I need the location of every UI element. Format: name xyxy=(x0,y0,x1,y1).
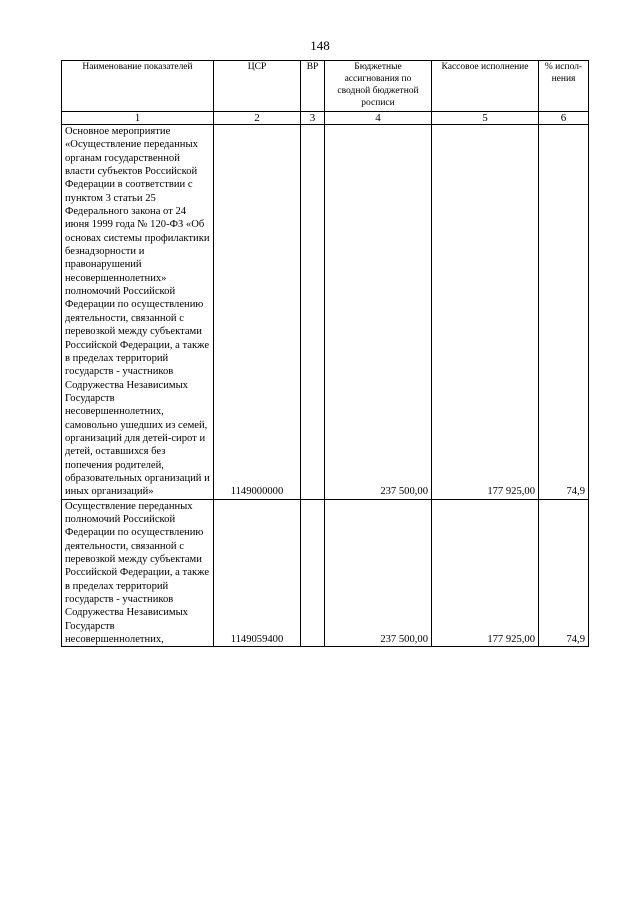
vr-code xyxy=(301,499,325,647)
cash-amount: 177 925,00 xyxy=(432,499,539,647)
vr-code xyxy=(301,125,325,500)
header-pct: % испол-нения xyxy=(539,61,589,112)
table-header-row xyxy=(62,61,589,112)
column-number: 3 xyxy=(301,112,325,125)
column-number: 5 xyxy=(432,112,539,125)
header-name: Наименование показателей xyxy=(62,61,214,112)
column-number-row xyxy=(62,112,589,125)
indicator-name: Основное мероприятие «Осуществление переданных органам государственной власти субъектов Российской Федерации в соответствии с пунктом 3 статьи 25 Федерального закона от 24 июня 1999 года № 120-ФЗ «Об основах системы профилактики безнадзорности и правонарушений несовершеннолетних» полномочий Российской Федерации по осуществлению деятельности, связанной с перевозкой между субъектами Российской Федерации, а также в пределах территорий государств - участников Содружества Независимых Государств несовершеннолетних, самовольно ушедших из семей, организаций для детей-сирот и детей, оставшихся без попечения родителей, образовательных организаций и иных организаций» xyxy=(62,125,214,500)
header-csr: ЦСР xyxy=(214,61,301,112)
column-number: 1 xyxy=(62,112,214,125)
execution-percent: 74,9 xyxy=(539,125,589,500)
header-assigned: Бюджетные ассигнования по сводной бюджетной росписи xyxy=(325,61,432,112)
assigned-amount: 237 500,00 xyxy=(325,125,432,500)
csr-code: 1149000000 xyxy=(214,125,301,500)
assigned-amount: 237 500,00 xyxy=(325,499,432,647)
table-row xyxy=(62,499,589,647)
header-cash: Кассовое исполнение xyxy=(432,61,539,112)
execution-percent: 74,9 xyxy=(539,499,589,647)
column-number: 6 xyxy=(539,112,589,125)
column-number: 2 xyxy=(214,112,301,125)
table-row xyxy=(62,125,589,500)
indicator-name: Осуществление переданных полномочий Российской Федерации по осуществлению деятельности, связанной с перевозкой между субъектами Российской Федерации, а также в пределах территорий государств - участников Содружества Независимых Государств несовершеннолетних, xyxy=(62,499,214,647)
column-number: 4 xyxy=(325,112,432,125)
header-vr: ВР xyxy=(301,61,325,112)
csr-code: 1149059400 xyxy=(214,499,301,647)
cash-amount: 177 925,00 xyxy=(432,125,539,500)
page-number: 148 xyxy=(310,38,330,53)
budget-table xyxy=(61,60,589,647)
